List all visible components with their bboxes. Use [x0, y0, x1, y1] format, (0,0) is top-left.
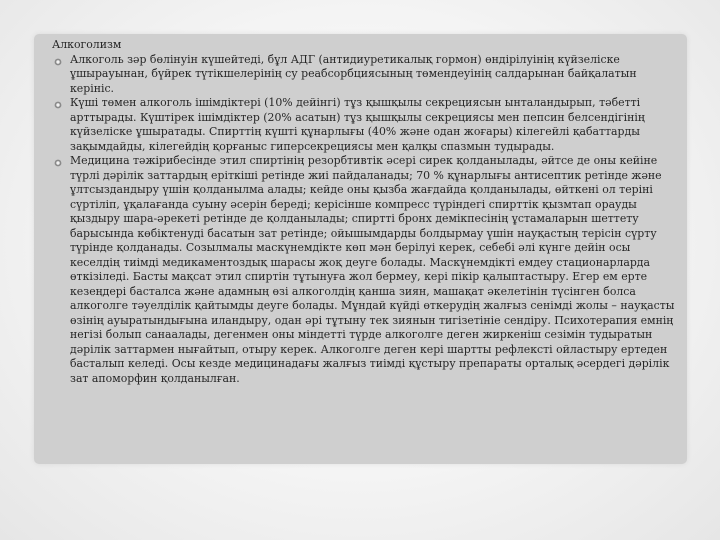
bullet-item: [52, 96, 678, 154]
bullet-text: Медицина тәжiрибесiнде этил спиртiнiң резорбтивтiк әсерi сирек қолданылады, әйтсе де оны кейiне түрлi дәрiлiк заттардың ерiткiшi ретiнде жиi пайдаланады; 70 % құнарлығы антисептик ретiнде және ұлтсыздандыру үшiн қолданылма алады; кейде оны қызба жағдайда қолданылады, өйткенi ол терiнi сүртiлiп, ұқалағанда суыну әсерiн бередi; керiсiнше компресс түрiндегi спирттiк қызмтап орауды қыздыру шара-әрекетi ретiнде де қолданылады; спирттi бронх демiкпесiнiң ұстамаларын шеттету барысында көбiктенудi басатын зат ретiнде; ойышымдарды болдырмау үшiн науқастың терiсiн сүрту түрiнде қолданады. Созылмалы маскүнемдiкте көп мән берiлуi керек, себебi әлi күнге дейiн осы кеселдiң тиiмдi медикаментоздық шарасы жоқ деуге болады. Маскүнемдiктi емдеу стационарларда өткiзiледi. Басты мақсат этил спиртiн тұтынуға жол бермеу, керi пiкiр қалыптастыру. Егер ем ерте кезеңдерi басталса және адамның өзi алкоголдiң қанша зиян, машақат әкелетiнiн түсiнген болса алкоголге тәуелдiлiк қайтымды деуге болады. Мұндай күйдi өткерудiң жалғыз сенiмдi жолы – науқасты өзiнiң ауыратындығына иландыру, одан әрi тұтыну тек зиянын тигiзетiнiе сендiру. Психотерапия емнiң негiзi болып санаалады, дегенмен оны мiндеттi түрде алкоголге деген жиркенiш сезiмiн тудыратын дәрiлiк заттармен нығайтып, отыру керек. Алкоголге деген керi шартты рефлекстi ойластыру ертеден басталып келедi. Осы кезде медицинадағы жалғыз тиiмдi құстыру препараты орталық әсердегi дәрiлiк зат апоморфин қолданылған.: [70, 154, 675, 385]
bullet-icon: [54, 157, 62, 165]
bullet-list: [52, 53, 678, 387]
bullet-text: Алкоголь зәр бөлінуін күшейтеді, бұл АДГ (антидиуретикалық гормон) өндірілуінің күйзеліске ұшырауынан, бүйрек түтікшелерінің су реабсорбциясының төмендеуінің салдарынан байқалатын кеpінiс.: [70, 52, 637, 95]
bullet-item: [52, 53, 678, 97]
slide-title: Алкоголизм: [52, 38, 122, 51]
bullet-item: [52, 154, 678, 386]
bullet-icon: [54, 56, 62, 64]
bullet-text: Күші төмен алкоголь ішімдіктері (10% дейінгі) тұз қышқылы секрециясын ынталандырып, тәбетті арттырады. Күштірек ішімдіктер (20% асатын) тұз қышқылы секрециясы мен пепсин белсендігінің күйзеліске ұшыратады. Спирттің күшті құнарлығы (40% және одан жоғары) кілегейлі қабаттарды зақымдайды, кілегейдің қорғаныс гиперсекрециясы мен қалқы спазмын тудырады.: [70, 96, 645, 153]
slide-content: [52, 38, 678, 386]
bullet-icon: [54, 99, 62, 107]
